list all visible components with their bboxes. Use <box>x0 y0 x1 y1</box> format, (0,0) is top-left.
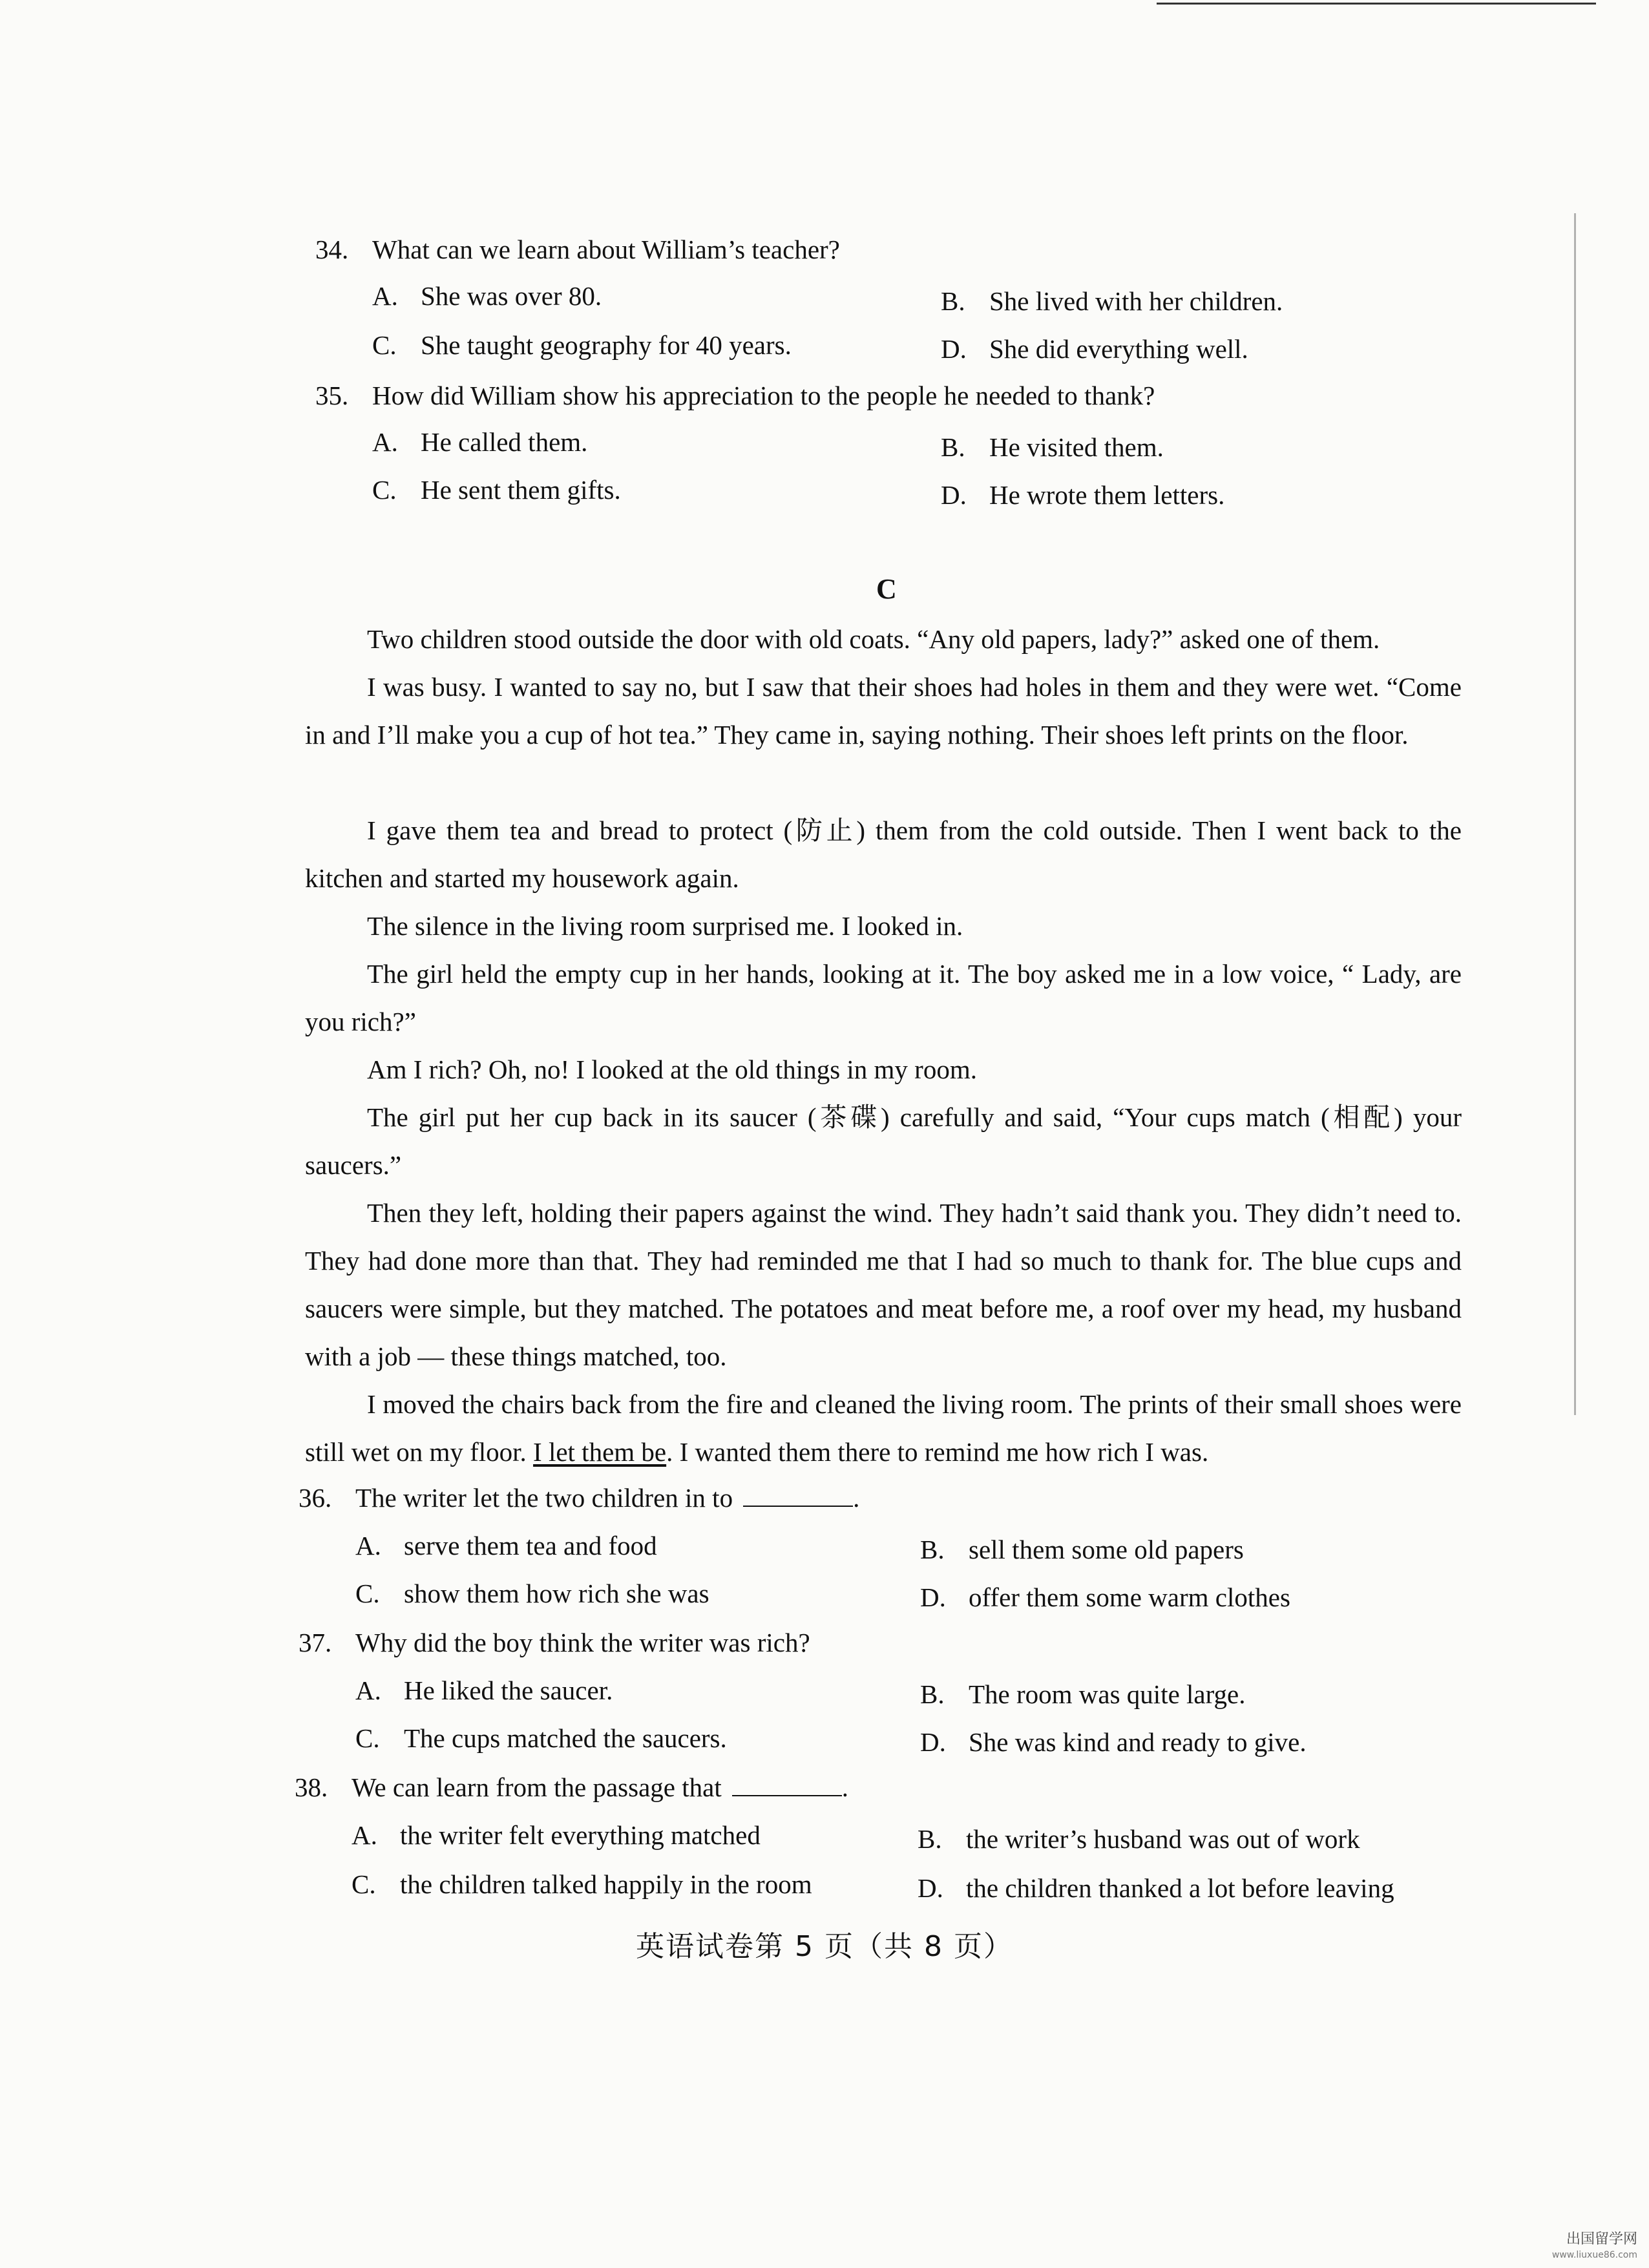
option-text: He sent them gifts. <box>421 475 621 505</box>
q37-option-b <box>920 1677 1245 1711</box>
option-text: the children thanked a lot before leaving <box>966 1873 1394 1903</box>
question-text: We can learn from the passage that <box>352 1772 722 1802</box>
q35-option-b <box>941 430 1164 464</box>
q34-option-d <box>941 332 1248 366</box>
question-end: . <box>853 1483 860 1513</box>
option-letter: C. <box>352 1869 376 1899</box>
option-text: She did everything well. <box>989 334 1248 364</box>
passage-paragraph: The silence in the living room surprised me. I looked in. <box>367 911 963 941</box>
question-36-stem <box>299 1481 859 1515</box>
option-letter: B. <box>918 1824 942 1854</box>
question-34-stem <box>315 233 840 266</box>
option-text: The room was quite large. <box>969 1679 1246 1709</box>
section-heading: C <box>876 573 897 605</box>
option-text: the writer felt everything matched <box>400 1820 761 1850</box>
passage-paragraph: I was busy. I wanted to say no, but I saw that their shoes had holes in them and they were wet. “Come in and I’ll make you a cup of hot tea.” They came in, saying nothing. Their shoes left prints on the floor. <box>305 672 1462 750</box>
q37-option-c <box>355 1721 727 1755</box>
option-letter: A. <box>355 1531 381 1560</box>
question-text: How did William show his appreciation to the people he needed to thank? <box>372 381 1155 410</box>
paragraph-text: I moved the chairs back from the fire and cleaned the living room. The prints of their small shoes were still wet on my floor. <box>305 1389 1462 1467</box>
q36-option-d <box>920 1580 1290 1614</box>
option-letter: A. <box>372 427 398 457</box>
option-letter: B. <box>920 1535 945 1564</box>
option-text: the children talked happily in the room <box>400 1869 812 1899</box>
option-letter: D. <box>920 1582 946 1612</box>
q34-option-b <box>941 284 1283 318</box>
option-text: He called them. <box>421 427 588 457</box>
q37-option-d <box>920 1725 1307 1759</box>
option-letter: C. <box>372 475 397 505</box>
page-footer: 英语试卷第 5 页（共 8 页） <box>636 1930 1013 1963</box>
question-37-stem <box>299 1626 810 1659</box>
option-letter: B. <box>941 286 965 316</box>
passage-paragraph: The girl put her cup back in its saucer (茶碟) carefully and said, “Your cups match (相配) your saucers.” <box>305 1102 1462 1180</box>
question-end: . <box>841 1772 848 1802</box>
passage-paragraph: Then they left, holding their papers against the wind. They hadn’t said thank you. They didn’t need to. They had done more than that. They had reminded me that I had so much to thank for. The blue cups and saucers were simple, but they matched. The potatoes and meat before me, a roof over my head, my husband with a job — these things matched, too. <box>305 1198 1462 1371</box>
q37-option-a <box>355 1674 613 1707</box>
option-text: She was kind and ready to give. <box>969 1727 1307 1757</box>
option-text: serve them tea and food <box>404 1531 657 1560</box>
option-text: He liked the saucer. <box>404 1675 613 1705</box>
watermark-url: www.liuxue86.com <box>1551 2250 1637 2260</box>
q34-option-c <box>372 328 792 362</box>
passage-paragraph: I gave them tea and bread to protect (防止) them from the cold outside. Then I went back to the kitchen and started my housework again. <box>305 815 1462 893</box>
question-text: The writer let the two children in to <box>355 1483 733 1513</box>
q36-option-c <box>355 1577 709 1610</box>
option-letter: C. <box>355 1579 380 1608</box>
option-text: He visited them. <box>989 432 1164 462</box>
option-text: She taught geography for 40 years. <box>421 330 792 360</box>
question-number: 35. <box>315 381 349 410</box>
passage-paragraph: Two children stood outside the door with old coats. “Any old papers, lady?” asked one of them. <box>367 624 1380 654</box>
passage-paragraph-last <box>305 1380 1462 1476</box>
option-text: The cups matched the saucers. <box>404 1723 727 1753</box>
question-number: 36. <box>299 1483 332 1513</box>
option-letter: A. <box>372 281 398 311</box>
option-text: offer them some warm clothes <box>969 1582 1290 1612</box>
q35-option-c <box>372 473 621 507</box>
watermark-name: 出国留学网 <box>1566 2231 1637 2247</box>
site-watermark <box>1552 2232 1637 2263</box>
answer-blank <box>732 1772 842 1796</box>
question-text: What can we learn about William’s teacher? <box>372 235 840 264</box>
option-text: He wrote them letters. <box>989 480 1225 510</box>
option-letter: D. <box>941 334 967 364</box>
q34-option-a <box>372 279 602 313</box>
answer-blank <box>743 1482 853 1507</box>
q35-option-d <box>941 478 1224 512</box>
question-number: 38. <box>295 1772 328 1802</box>
q36-option-a <box>355 1529 657 1562</box>
option-letter: A. <box>355 1675 381 1705</box>
question-38-stem <box>295 1770 848 1804</box>
option-letter: B. <box>941 432 965 462</box>
question-number: 37. <box>299 1628 332 1657</box>
option-letter: D. <box>918 1873 943 1903</box>
option-letter: D. <box>920 1727 946 1757</box>
q38-option-a <box>352 1818 761 1852</box>
q38-option-b <box>918 1822 1360 1856</box>
binding-margin-line <box>1574 213 1576 1415</box>
option-letter: C. <box>372 330 397 360</box>
top-rule <box>1157 3 1596 5</box>
option-letter: D. <box>941 480 967 510</box>
option-text: She was over 80. <box>421 281 602 311</box>
option-text: the writer’s husband was out of work <box>966 1824 1360 1854</box>
option-text: sell them some old papers <box>969 1535 1244 1564</box>
passage-paragraph: Am I rich? Oh, no! I looked at the old things in my room. <box>367 1055 977 1084</box>
question-text: Why did the boy think the writer was rich? <box>355 1628 810 1657</box>
q38-option-d <box>918 1871 1394 1905</box>
option-text: show them how rich she was <box>404 1579 709 1608</box>
option-text: She lived with her children. <box>989 286 1283 316</box>
question-number: 34. <box>315 235 349 264</box>
q38-option-c <box>352 1867 812 1901</box>
q36-option-b <box>920 1533 1244 1566</box>
question-35-stem <box>315 379 1155 412</box>
option-letter: C. <box>355 1723 380 1753</box>
option-letter: B. <box>920 1679 945 1709</box>
option-letter: A. <box>352 1820 377 1850</box>
passage-paragraph: The girl held the empty cup in her hands, looking at it. The boy asked me in a low voice, “ Lady, are you rich?” <box>305 959 1462 1036</box>
paragraph-text: . I wanted them there to remind me how rich I was. <box>666 1437 1209 1467</box>
q35-option-a <box>372 425 587 459</box>
underlined-phrase: I let them be <box>533 1437 667 1467</box>
